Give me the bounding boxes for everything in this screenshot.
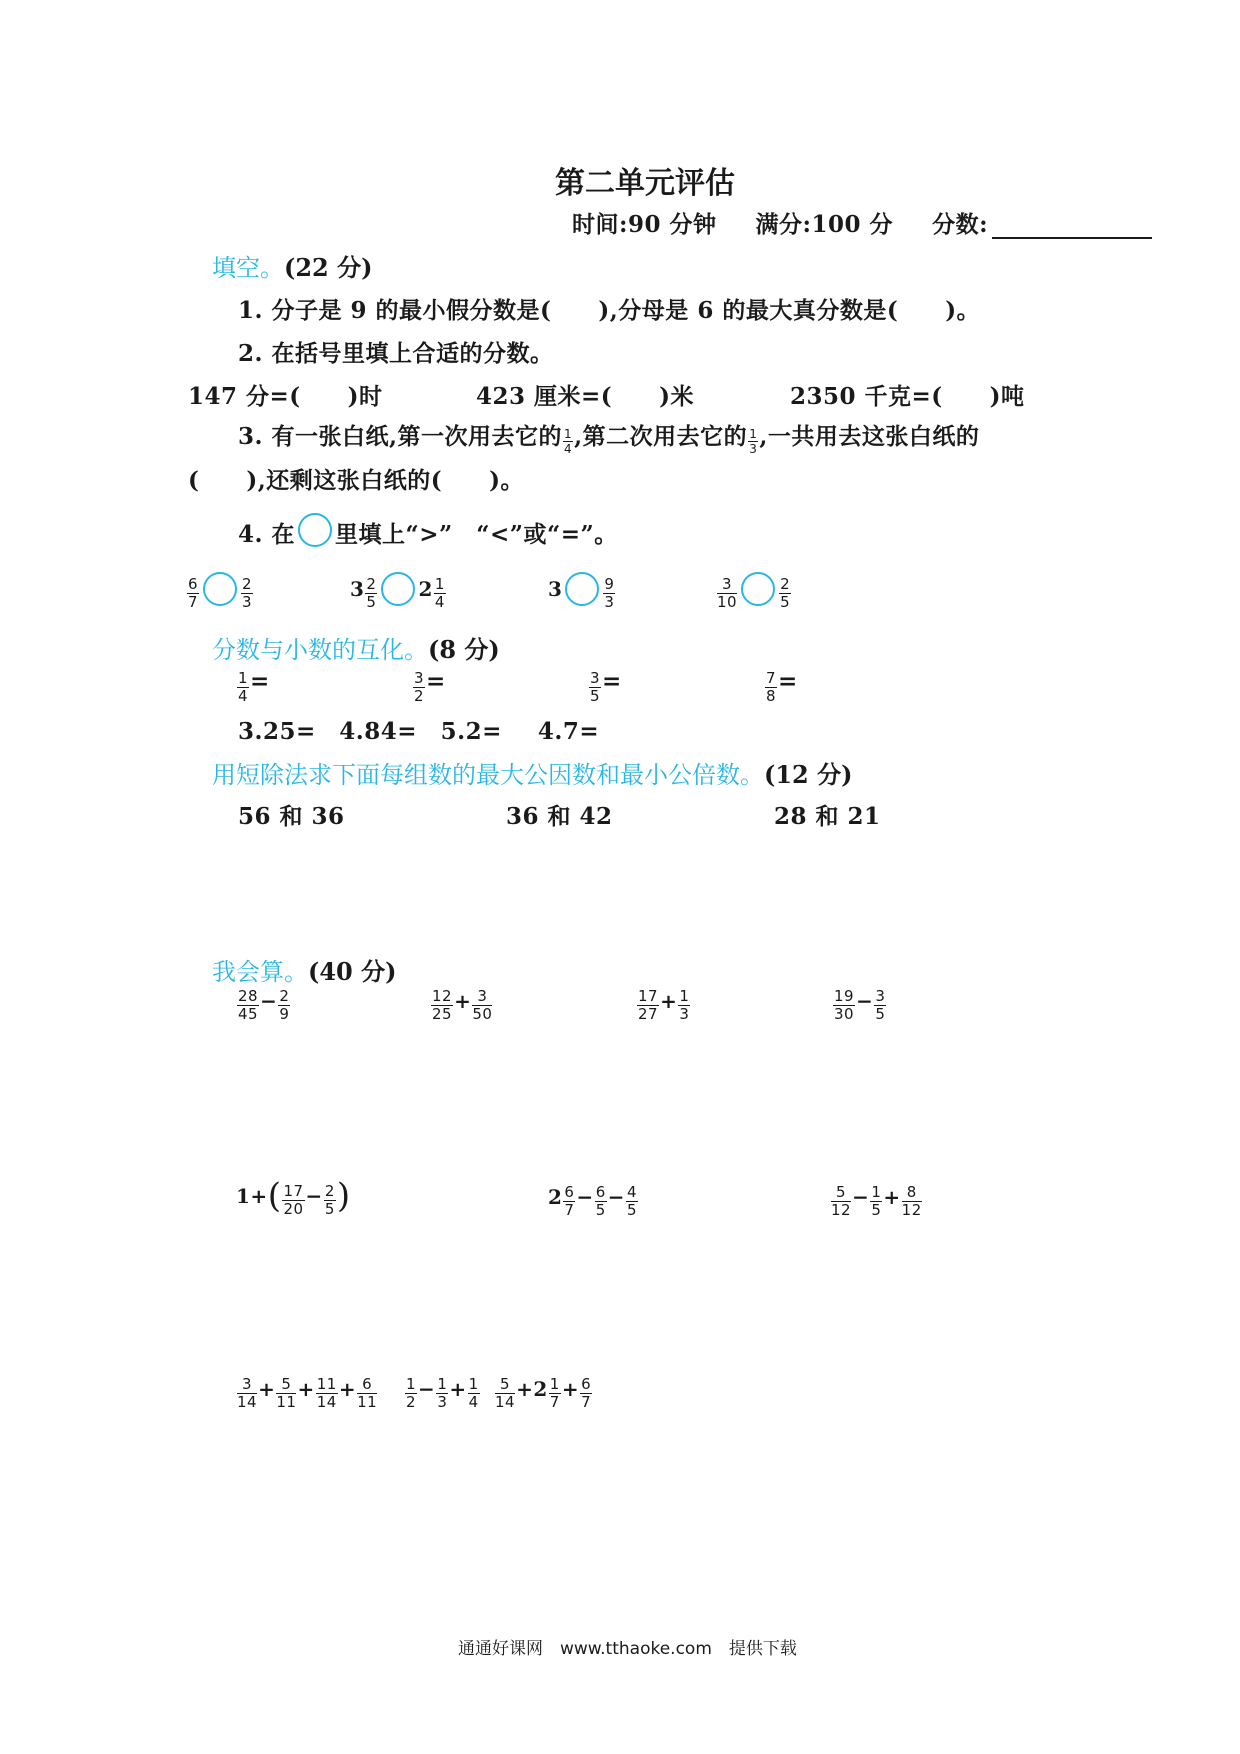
denominator: 7 bbox=[549, 1392, 560, 1411]
numerator: 2 bbox=[366, 574, 377, 593]
denominator: 3 bbox=[437, 1392, 448, 1411]
compare-circle-icon bbox=[298, 513, 332, 547]
calc-expression-4 bbox=[832, 986, 887, 1023]
fraction bbox=[472, 986, 493, 1023]
section-gcd-lcm bbox=[212, 755, 852, 790]
denominator: 27 bbox=[638, 1004, 659, 1023]
numerator: 4 bbox=[627, 1182, 638, 1201]
numerator: 1 bbox=[679, 986, 690, 1005]
numerator: 1 bbox=[468, 1374, 479, 1393]
right-paren: ) bbox=[336, 1176, 351, 1216]
fraction bbox=[282, 1181, 304, 1218]
answer-circle[interactable] bbox=[203, 572, 237, 606]
numerator: 7 bbox=[766, 668, 777, 687]
fraction bbox=[276, 1374, 297, 1411]
section-points: (40 分) bbox=[308, 957, 397, 986]
numerator: 3 bbox=[875, 986, 886, 1005]
whole-number: 3 bbox=[548, 577, 563, 601]
question-3 bbox=[238, 418, 980, 456]
denominator: 12 bbox=[901, 1200, 922, 1219]
question-2c: 2350 千克=( )吨 bbox=[790, 383, 1025, 410]
denominator: 2 bbox=[414, 686, 425, 705]
convert-item-1 bbox=[236, 668, 270, 705]
numerator: 1 bbox=[238, 668, 249, 687]
convert-item-2 bbox=[412, 668, 446, 705]
answer-circle[interactable] bbox=[381, 572, 415, 606]
compare-item-3 bbox=[548, 572, 616, 611]
section-label: 用短除法求下面每组数的最大公因数和最小公倍数。 bbox=[212, 761, 764, 789]
numerator: 1 bbox=[564, 427, 573, 441]
numerator: 17 bbox=[638, 986, 659, 1005]
fraction bbox=[434, 574, 446, 611]
calc-expression-10 bbox=[494, 1374, 593, 1411]
denominator: 25 bbox=[432, 1004, 453, 1023]
numerator: 2 bbox=[324, 1181, 335, 1200]
calc-expression-9 bbox=[404, 1374, 481, 1411]
compare-item-1 bbox=[186, 572, 254, 611]
numerator: 6 bbox=[564, 1182, 575, 1201]
question-3-line2: ( ),还剩这张白纸的( )。 bbox=[188, 467, 525, 494]
numerator: 5 bbox=[836, 1182, 847, 1201]
operator: − bbox=[852, 1185, 870, 1209]
section-calculate bbox=[212, 952, 396, 987]
fraction bbox=[237, 986, 259, 1023]
denominator: 4 bbox=[564, 442, 573, 456]
convert-item-4 bbox=[764, 668, 798, 705]
operator: + bbox=[561, 1377, 580, 1401]
fraction bbox=[316, 1374, 338, 1411]
denominator: 8 bbox=[766, 686, 777, 705]
equals: = bbox=[250, 668, 270, 695]
fraction bbox=[187, 574, 199, 611]
denominator: 4 bbox=[468, 1392, 479, 1411]
fraction bbox=[278, 986, 290, 1023]
denominator: 5 bbox=[627, 1200, 638, 1219]
operator: + bbox=[516, 1377, 534, 1401]
operator: − bbox=[418, 1377, 436, 1401]
question-2: 2. 在括号里填上合适的分数。 bbox=[238, 340, 554, 367]
exam-info bbox=[572, 206, 1152, 239]
fraction bbox=[413, 668, 425, 705]
whole-number: 2 bbox=[548, 1185, 563, 1209]
denominator: 4 bbox=[434, 592, 445, 611]
denominator: 3 bbox=[242, 592, 253, 611]
fraction bbox=[563, 1182, 575, 1219]
numerator: 2 bbox=[279, 986, 290, 1005]
page-title: 第二单元评估 bbox=[555, 166, 735, 201]
fraction bbox=[637, 986, 659, 1023]
fraction bbox=[678, 986, 690, 1023]
fraction bbox=[468, 1374, 480, 1411]
denominator: 4 bbox=[238, 686, 249, 705]
operator: + bbox=[660, 989, 678, 1013]
denominator: 10 bbox=[717, 592, 738, 611]
numerator: 3 bbox=[242, 1374, 253, 1393]
fraction bbox=[765, 668, 777, 705]
denominator: 12 bbox=[831, 1200, 852, 1219]
q4-text-2: 里填上“>” “<”或“=”。 bbox=[335, 521, 618, 548]
calc-expression-2 bbox=[430, 986, 493, 1023]
answer-circle[interactable] bbox=[565, 572, 599, 606]
section-points: (8 分) bbox=[428, 635, 500, 664]
numerator: 3 bbox=[414, 668, 425, 687]
score-blank[interactable] bbox=[992, 213, 1152, 239]
operator: − bbox=[607, 1185, 626, 1209]
numerator: 12 bbox=[432, 986, 453, 1005]
denominator: 20 bbox=[283, 1199, 304, 1218]
answer-circle[interactable] bbox=[741, 572, 775, 606]
equals: = bbox=[602, 668, 622, 695]
denominator: 50 bbox=[472, 1004, 493, 1023]
numerator: 2 bbox=[780, 574, 791, 593]
fraction bbox=[405, 1374, 417, 1411]
denominator: 3 bbox=[679, 1004, 690, 1023]
fraction bbox=[365, 574, 377, 611]
q4-text-1: 4. 在 bbox=[238, 521, 296, 548]
exam-time: 时间:90 分钟 bbox=[572, 211, 717, 238]
calc-expression-1 bbox=[236, 986, 291, 1023]
denominator: 14 bbox=[495, 1392, 516, 1411]
fraction bbox=[833, 986, 855, 1023]
section-points: (22 分) bbox=[284, 253, 373, 282]
operator: + bbox=[258, 1377, 276, 1401]
section-fraction-decimal bbox=[212, 630, 500, 665]
fraction bbox=[563, 427, 573, 456]
compare-item-4 bbox=[716, 572, 792, 611]
operator: + bbox=[338, 1377, 357, 1401]
denominator: 5 bbox=[780, 592, 791, 611]
denominator: 5 bbox=[875, 1004, 886, 1023]
denominator: 45 bbox=[238, 1004, 259, 1023]
section-fill-in bbox=[212, 248, 372, 283]
denominator: 3 bbox=[604, 592, 615, 611]
numerator: 6 bbox=[188, 574, 199, 593]
numerator: 1 bbox=[749, 427, 758, 441]
fraction bbox=[901, 1182, 922, 1219]
numerator: 9 bbox=[604, 574, 615, 593]
numerator: 1 bbox=[434, 574, 445, 593]
question-2b: 423 厘米=( )米 bbox=[476, 383, 695, 410]
operator: + bbox=[449, 1377, 467, 1401]
fraction bbox=[580, 1374, 592, 1411]
number-pair-2: 36 和 42 bbox=[506, 803, 613, 830]
denominator: 11 bbox=[357, 1392, 378, 1411]
compare-item-2 bbox=[350, 572, 447, 611]
calc-expression-3 bbox=[636, 986, 691, 1023]
fraction bbox=[241, 574, 253, 611]
numerator: 5 bbox=[500, 1374, 511, 1393]
fraction bbox=[324, 1181, 336, 1218]
numerator: 28 bbox=[238, 986, 259, 1005]
calc-expression-6 bbox=[548, 1182, 639, 1219]
denominator: 7 bbox=[581, 1392, 592, 1411]
denominator: 14 bbox=[316, 1392, 337, 1411]
exam-score-label: 分数: bbox=[932, 211, 989, 238]
operator: − bbox=[305, 1184, 323, 1208]
fraction bbox=[237, 668, 249, 705]
numerator: 2 bbox=[242, 574, 253, 593]
whole-number: 2 bbox=[533, 1377, 548, 1401]
prefix: 1+ bbox=[236, 1184, 268, 1208]
fraction bbox=[626, 1182, 638, 1219]
number-pair-1: 56 和 36 bbox=[238, 803, 345, 830]
denominator: 2 bbox=[406, 1392, 417, 1411]
whole-number: 2 bbox=[418, 577, 433, 601]
fraction bbox=[436, 1374, 448, 1411]
section-label: 填空。 bbox=[212, 254, 284, 282]
calc-expression-5 bbox=[236, 1176, 351, 1216]
numerator: 6 bbox=[595, 1182, 606, 1201]
denominator: 5 bbox=[595, 1200, 606, 1219]
equals: = bbox=[778, 668, 798, 695]
denominator: 9 bbox=[279, 1004, 290, 1023]
q3-text-3: ,一共用去这张白纸的 bbox=[759, 423, 980, 450]
fraction bbox=[603, 574, 615, 611]
footer-source: 通通好课网 www.tthaoke.com 提供下载 bbox=[458, 1639, 797, 1659]
denominator: 5 bbox=[871, 1200, 882, 1219]
operator: + bbox=[297, 1377, 315, 1401]
calc-expression-8 bbox=[236, 1374, 378, 1411]
operator: − bbox=[856, 989, 874, 1013]
question-2a: 147 分=( )时 bbox=[188, 383, 383, 410]
operator: − bbox=[260, 989, 278, 1013]
number-pair-3: 28 和 21 bbox=[774, 803, 881, 830]
denominator: 11 bbox=[276, 1392, 297, 1411]
numerator: 5 bbox=[281, 1374, 292, 1393]
decimal-items: 3.25= 4.84= 5.2= 4.7= bbox=[238, 718, 600, 745]
fraction bbox=[589, 668, 601, 705]
numerator: 8 bbox=[906, 1182, 917, 1201]
numerator: 1 bbox=[549, 1374, 560, 1393]
fraction bbox=[870, 1182, 882, 1219]
operator: + bbox=[883, 1185, 901, 1209]
section-label: 我会算。 bbox=[212, 958, 308, 986]
fraction bbox=[831, 1182, 852, 1219]
operator: + bbox=[454, 989, 472, 1013]
numerator: 6 bbox=[581, 1374, 592, 1393]
denominator: 5 bbox=[324, 1199, 335, 1218]
section-points: (12 分) bbox=[764, 760, 853, 789]
fraction bbox=[431, 986, 453, 1023]
fraction bbox=[495, 1374, 516, 1411]
denominator: 30 bbox=[834, 1004, 855, 1023]
fraction bbox=[357, 1374, 378, 1411]
numerator: 6 bbox=[362, 1374, 373, 1393]
numerator: 11 bbox=[316, 1374, 337, 1393]
q3-text-2: ,第二次用去它的 bbox=[574, 423, 748, 450]
operator: − bbox=[576, 1185, 594, 1209]
calc-expression-7 bbox=[830, 1182, 923, 1219]
left-paren: ( bbox=[267, 1176, 282, 1216]
question-4 bbox=[238, 516, 618, 553]
numerator: 3 bbox=[590, 668, 601, 687]
numerator: 1 bbox=[437, 1374, 448, 1393]
equals: = bbox=[426, 668, 446, 695]
denominator: 5 bbox=[366, 592, 377, 611]
question-1: 1. 分子是 9 的最小假分数是( ),分母是 6 的最大真分数是( )。 bbox=[238, 297, 981, 324]
fraction bbox=[748, 427, 758, 456]
q3-text-1: 3. 有一张白纸,第一次用去它的 bbox=[238, 423, 563, 450]
fraction bbox=[717, 574, 738, 611]
convert-item-3 bbox=[588, 668, 622, 705]
denominator: 7 bbox=[564, 1200, 575, 1219]
denominator: 5 bbox=[590, 686, 601, 705]
numerator: 19 bbox=[834, 986, 855, 1005]
fraction bbox=[549, 1374, 561, 1411]
section-label: 分数与小数的互化。 bbox=[212, 636, 428, 664]
exam-full-score: 满分:100 分 bbox=[755, 211, 894, 238]
numerator: 1 bbox=[406, 1374, 417, 1393]
numerator: 17 bbox=[283, 1181, 304, 1200]
fraction bbox=[595, 1182, 607, 1219]
denominator: 3 bbox=[749, 442, 758, 456]
whole-number: 3 bbox=[350, 577, 365, 601]
numerator: 3 bbox=[722, 574, 733, 593]
numerator: 3 bbox=[477, 986, 488, 1005]
denominator: 7 bbox=[188, 592, 199, 611]
denominator: 14 bbox=[237, 1392, 258, 1411]
fraction bbox=[237, 1374, 258, 1411]
numerator: 1 bbox=[871, 1182, 882, 1201]
fraction bbox=[874, 986, 886, 1023]
fraction bbox=[779, 574, 791, 611]
